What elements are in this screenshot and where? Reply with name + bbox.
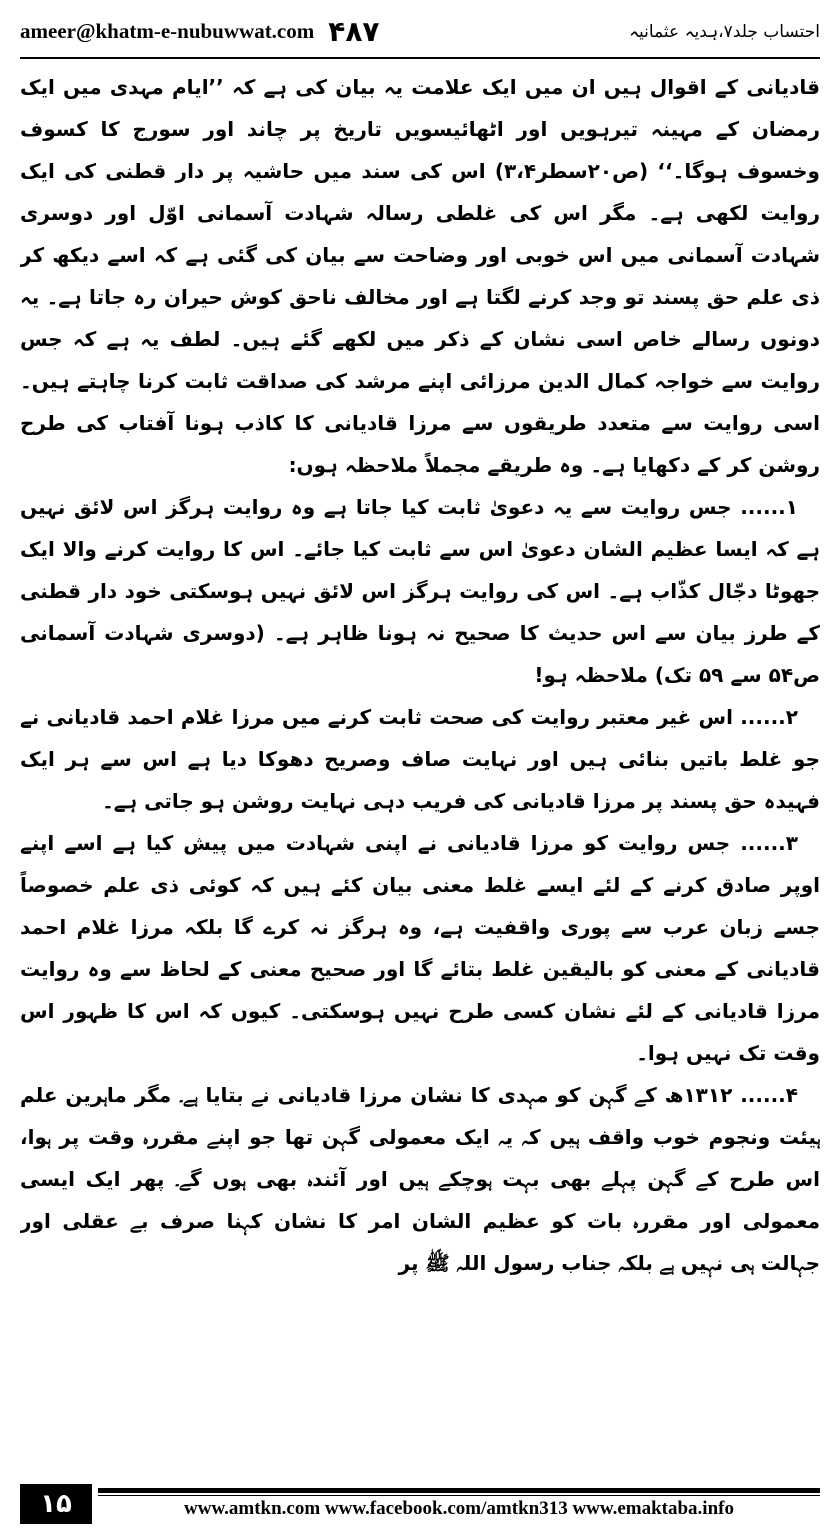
footer-rule-thick — [98, 1488, 820, 1493]
header-left — [20, 15, 380, 48]
page-body — [20, 66, 820, 1466]
page-footer — [20, 1484, 820, 1524]
header-rule — [20, 57, 820, 59]
paragraph-intro: قادیانی کے اقوال ہیں ان میں ایک علامت یہ بیان کی ہے کہ ’’ایام مہدی میں ایک رمضان کے مہینہ تیرہویں اور اٹھائیسویں تاریخ پر چاند اور سورج کا کسوف وخسوف ہوگا۔‘‘ (ص۲۰سطر۳،۴) اس کی سند میں حاشیہ پر دار قطنی کی ایک روایت لکھی ہے۔ مگر اس کی غلطی رسالہ شہادت آسمانی اوّل اور دوسری شہادت آسمانی میں اس خوبی اور وضاحت سے بیان کی گئی ہے کہ اسے دیکھ کر ذی علم حق پسند تو وجد کرنے لگتا ہے اور مخالف ناحق کوش حیران رہ جاتا ہے۔ یہ دونوں رسالے خاص اسی نشان کے ذکر میں لکھے گئے ہیں۔ لطف یہ ہے کہ جس روایت سے خواجہ کمال الدین مرزائی اپنے مرشد کی صداقت ثابت کرنا چاہتے ہیں۔ اسی روایت سے متعدد طریقوں سے مرزا قادیانی کا کاذب ہونا آفتاب کی طرح روشن کر کے دکھایا ہے۔ وہ طریقے مجملاً ملاحظہ ہوں: — [20, 75, 820, 477]
footer-folio-number: ۱۵ — [20, 1484, 92, 1524]
header-page-number: ۴۸۷ — [328, 14, 380, 48]
paragraph-point-1: ۱...... جس روایت سے یہ دعویٰ ثابت کیا جاتا ہے وہ روایت ہرگز اس لائق نہیں ہے کہ ایسا عظیم الشان دعویٰ اس سے ثابت کیا جائے۔ اس کا روایت کرنے والا ایک جھوٹا دجّال کذّاب ہے۔ اس کی روایت ہرگز اس لائق نہیں ہوسکتی خود دار قطنی کے طرز بیان سے اس حدیث کا صحیح نہ ہونا ظاہر ہے۔ (دوسری شہادت آسمانی ص۵۴ سے ۵۹ تک) ملاحظہ ہو! — [20, 495, 820, 687]
header-email: ameer@khatm-e-nubuwwat.com — [20, 18, 315, 43]
paragraph-point-3: ۳...... جس روایت کو مرزا قادیانی نے اپنی شہادت میں پیش کیا ہے اسے اپنے اوپر صادق کرنے کے لئے ایسے غلط معنی بیان کئے ہیں کہ کوئی ذی علم خصوصاً جسے زبان عرب سے پوری واقفیت ہے، وہ ہرگز نہ کرے گا بلکہ مرزا غلام احمد قادیانی کے معنی کو بالیقین غلط بتائے گا اور صحیح معنی کے لحاظ سے وہ روایت مرزا قادیانی کے لئے نشان کسی طرح نہیں ہوسکتی۔ کیوں کہ اس کا ظہور اس وقت تک نہیں ہوا۔ — [20, 831, 820, 1065]
page-header — [20, 6, 820, 56]
footer-right — [98, 1484, 820, 1524]
header-book-title: احتساب جلد۷،ہدیہ عثمانیہ — [629, 21, 820, 42]
footer-urls: www.amtkn.com www.facebook.com/amtkn313 www.emaktaba.info — [184, 1498, 734, 1519]
paragraph-point-4: ۴...... ۱۳۱۲ھ کے گہن کو مہدی کا نشان مرزا قادیانی نے بتایا ہے۔ مگر ماہرین علم ہیئت ونجوم خوب واقف ہیں کہ یہ ایک معمولی گہن تھا جو اپنے مقررہ وقت پر ہوا، اس طرح کے گہن پہلے بھی بہت ہوچکے ہیں اور آئندہ بھی ہوں گے۔ پھر ایک ایسی معمولی اور مقررہ بات کو عظیم الشان امر کا نشان کہنا صرف بے عقلی اور جہالت ہی نہیں ہے بلکہ جناب رسول اللہ ﷺ پر — [20, 1083, 820, 1275]
paragraph-point-2: ۲...... اس غیر معتبر روایت کی صحت ثابت کرنے میں مرزا غلام احمد قادیانی نے جو غلط باتیں بنائی ہیں اور نہایت صاف وصریح دھوکا دیا ہے اس سے ہر ایک فہیدہ حق پسند پر مرزا قادیانی کی فریب دہی نہایت روشن ہو جاتی ہے۔ — [20, 705, 820, 813]
footer-rule-thin — [98, 1495, 820, 1496]
